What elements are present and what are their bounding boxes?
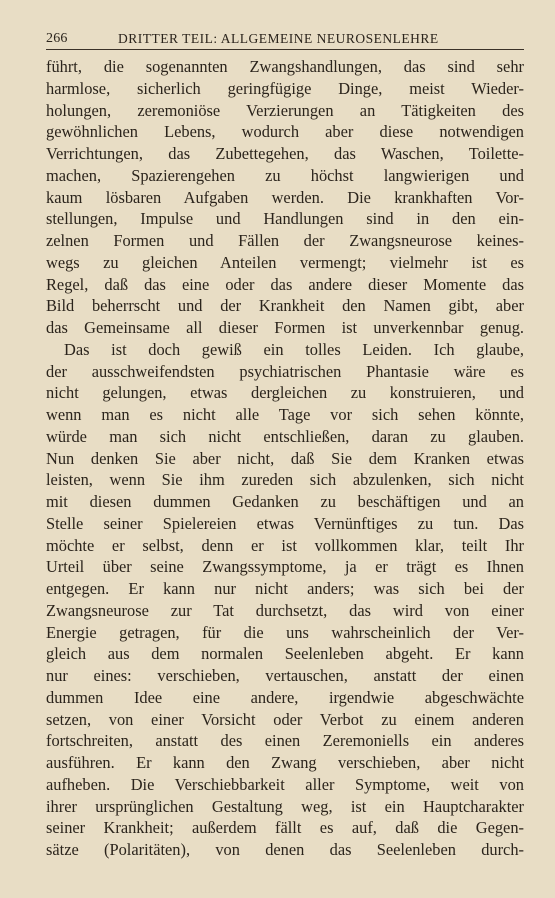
text-line: entgegen. Er kann nur nicht anders; was sich bei der xyxy=(46,579,524,598)
text-line: der ausschweifendsten psychiatrischen Phantasie wäre es xyxy=(46,361,524,381)
text-line: ausführen. Er kann den Zwang verschieben, aber nicht xyxy=(46,753,524,772)
text-line: ihrer ursprünglichen Gestaltung weg, ist ein Hauptcharakter xyxy=(46,796,524,816)
text-line: Regel, daß das eine oder das andere dieser Momente das xyxy=(46,274,524,294)
text-line: leisten, wenn Sie ihm zureden sich abzulenken, sich nicht xyxy=(46,470,524,490)
text-line: machen, Spazierengehen zu höchst langwierigen und xyxy=(46,165,524,185)
text-line: mit diesen dummen Gedanken zu beschäftigen und an xyxy=(46,492,524,511)
text-line: setzen, von einer Vorsicht oder Verbot zu einem anderen xyxy=(46,709,524,729)
text-line: würde man sich nicht entschließen, daran zu glauben. xyxy=(46,426,524,446)
text-line: fortschreiten, anstatt des einen Zeremoniells ein anderes xyxy=(46,731,524,751)
text-line: möchte er selbst, denn er ist vollkommen klar, teilt Ihr xyxy=(46,535,524,555)
text-line: das Gemeinsame all dieser Formen ist unverkennbar genug. xyxy=(46,318,524,337)
text-line: Nun denken Sie aber nicht, daß Sie dem Kranken etwas xyxy=(46,448,524,468)
text-line: Das ist doch gewiß ein tolles Leiden. Ich glaube, xyxy=(64,339,524,359)
text-line: wenn man es nicht alle Tage vor sich sehen könnte, xyxy=(46,405,524,424)
text-line: stellungen, Impulse und Handlungen sind in den ein- xyxy=(46,209,524,229)
text-line: dummen Idee eine andere, irgendwie abgeschwächte xyxy=(46,687,524,707)
text-line: wegs zu gleichen Anteilen vermengt; vielmehr ist es xyxy=(46,252,524,272)
page-number: 266 xyxy=(46,31,68,46)
text-line: gleich aus dem normalen Seelenleben abgeht. Er kann xyxy=(46,644,524,664)
text-line: zelnen Formen und Fällen der Zwangsneurose keines- xyxy=(46,231,524,250)
text-line: kaum lösbaren Aufgaben werden. Die krankhaften Vor- xyxy=(46,187,524,207)
text-line: Stelle seiner Spielereien etwas Vernünftiges zu tun. Das xyxy=(46,513,524,533)
body-text xyxy=(46,56,524,861)
text-line: holungen, zeremoniöse Verzierungen an Tätigkeiten des xyxy=(46,100,524,120)
text-line: nur eines: verschieben, vertauschen, anstatt der einen xyxy=(46,666,524,685)
text-line: nicht gelungen, etwas dergleichen zu konstruieren, und xyxy=(46,383,524,403)
text-line: seiner Krankheit; außerdem fällt es auf, daß die Gegen- xyxy=(46,818,524,838)
text-line: Zwangsneurose zur Tat durchsetzt, das wird von einer xyxy=(46,600,524,620)
running-head: DRITTER TEIL: ALLGEMEINE NEUROSENLEHRE xyxy=(118,31,439,46)
text-line: Urteil über seine Zwangssymptome, ja er trägt es Ihnen xyxy=(46,557,524,577)
text-line: führt, die sogenannten Zwangshandlungen, das sind sehr xyxy=(46,57,524,76)
text-line: aufheben. Die Verschiebbarkeit aller Symptome, weit von xyxy=(46,774,524,794)
text-line: gewöhnlichen Lebens, wodurch aber diese notwendigen xyxy=(46,122,524,142)
text-line: Verrichtungen, das Zubettegehen, das Waschen, Toilette- xyxy=(46,144,524,163)
page-header xyxy=(46,29,524,50)
text-line: harmlose, sicherlich geringfügige Dinge, meist Wieder- xyxy=(46,78,524,98)
text-line: sätze (Polaritäten), von denen das Seelenleben durch- xyxy=(46,840,524,859)
text-line: Bild beherrscht und der Krankheit den Namen gibt, aber xyxy=(46,296,524,316)
text-line: Energie getragen, für die uns wahrscheinlich der Ver- xyxy=(46,622,524,642)
